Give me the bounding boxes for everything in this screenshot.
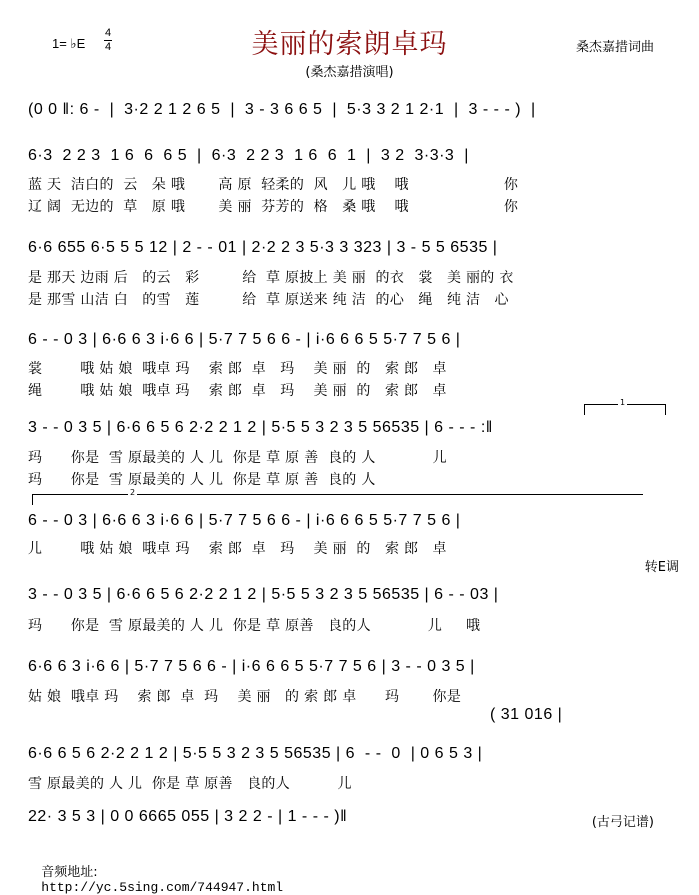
second-ending-label: 2 [130,488,136,497]
notation-line-3: 6·6 655 6·5 5 5 12 | 2 - - 01 | 2·2 2 3 5·3 3 323 | 3 - 5 5 6535 | [28,239,498,256]
notation-line-2: 6·3 2 2 3 1 6 6 6 5 | 6·3 2 2 3 1 6 6 1 | 3 2 3·3·3 | [28,147,469,164]
second-ending-bracket [32,494,643,505]
lyric-line-4a: 裳 哦 姑 娘 哦卓 玛 索 郎 卓 玛 美 丽 的 索 郎 卓 [28,361,447,377]
audio-link-url[interactable]: http://yc.5sing.com/744947.html [41,880,284,895]
time-signature-top: 4 [104,27,112,39]
notation-line-7: 3 - - 0 3 5 | 6·6 6 5 6 2·2 2 1 2 | 5·5 5 3 2 3 5 56535 | 6 - - 03 | [28,586,499,603]
composer-credit: 桑杰嘉措词曲 [575,40,654,55]
lyric-line-3a: 是 那天 边雨 后 的云 彩 给 草 原披上 美 丽 的衣 裳 美 丽的 衣 [28,270,514,286]
lyric-line-4b: 绳 哦 姑 娘 哦卓 玛 索 郎 卓 玛 美 丽 的 索 郎 卓 [28,383,447,399]
singer-credit: (桑杰嘉措演唱) [305,65,394,80]
key-change-annotation: 转E调 [644,560,679,575]
lyric-line-2a: 蓝 天 洁白的 云 朵 哦 高 原 轻柔的 风 儿 哦 哦 你 [28,177,519,193]
lyric-line-9: 雪 原最美的 人 儿 你是 草 原善 良的人 儿 [28,776,352,792]
interlude-notation: ( 31 016 | [490,706,563,723]
lyric-line-7: 玛 你是 雪 原最美的 人 儿 你是 草 原善 良的人 儿 哦 [28,618,481,634]
lyric-line-6: 儿 哦 姑 娘 哦卓 玛 索 郎 卓 玛 美 丽 的 索 郎 卓 [28,541,447,557]
audio-link-label: 音频地址: [41,865,98,880]
transcriber-credit: (古弓记谱) [591,815,654,830]
lyric-line-5b: 玛 你是 雪 原最美的 人 儿 你是 草 原 善 良的 人 [28,472,376,488]
notation-line-10: 22· 3 5 3 | 0 0 6665 055 | 3 2 2 - | 1 - - - )‖ [28,808,348,825]
key-signature: 1= ♭E [52,36,86,51]
time-signature-bottom: 4 [104,41,112,53]
lyric-line-5a: 玛 你是 雪 原最美的 人 儿 你是 草 原 善 良的 人 儿 [28,450,447,466]
lyric-line-3b: 是 那雪 山洁 白 的雪 莲 给 草 原送来 纯 洁 的心 绳 纯 洁 心 [28,292,509,308]
lyric-line-8: 姑 娘 哦卓 玛 索 郎 卓 玛 美 丽 的 索 郎 卓 玛 你是 [28,689,462,705]
audio-link-row [33,846,283,895]
notation-line-8: 6·6 6 3 i·6 6 | 5·7 7 5 6 6 - | i·6 6 6 5 5·7 7 5 6 | 3 - - 0 3 5 | [28,658,475,675]
lyric-line-2b: 辽 阔 无边的 草 原 哦 美 丽 芬芳的 格 桑 哦 哦 你 [28,199,519,215]
notation-line-5: 3 - - 0 3 5 | 6·6 6 5 6 2·2 2 1 2 | 5·5 5 3 2 3 5 56535 | 6 - - - :‖ [28,419,493,436]
page-title: 美丽的索朗卓玛 [251,29,448,60]
first-ending-label: 1 [620,398,626,407]
notation-line-4: 6 - - 0 3 | 6·6 6 3 i·6 6 | 5·7 7 5 6 6 - | i·6 6 6 5 5·7 7 5 6 | [28,331,461,348]
notation-line-1: (0 0 ‖: 6 - | 3·2 2 1 2 6 5 | 3 - 3 6 6 5 | 5·3 3 2 1 2·1 | 3 - - - ) | [28,101,536,118]
notation-line-9: 6·6 6 5 6 2·2 2 1 2 | 5·5 5 3 2 3 5 56535 | 6 - - 0 | 0 6 5 3 | [28,745,483,762]
notation-line-6: 6 - - 0 3 | 6·6 6 3 i·6 6 | 5·7 7 5 6 6 - | i·6 6 6 5 5·7 7 5 6 | [28,512,461,529]
